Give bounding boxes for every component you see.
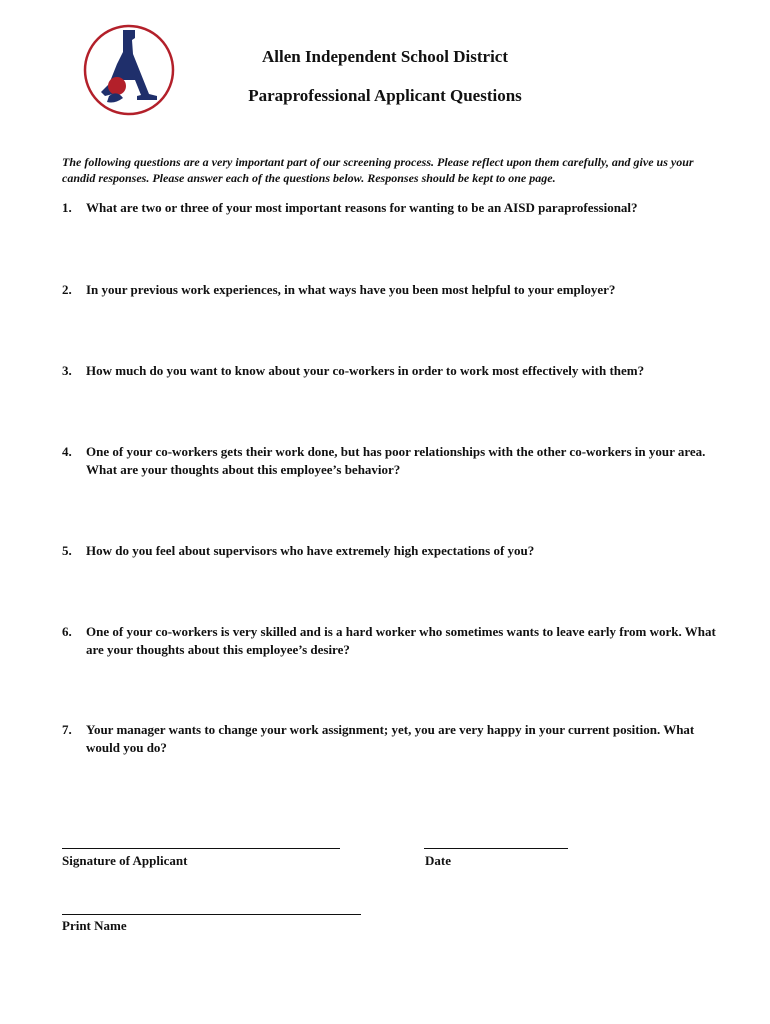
- question-text: What are two or three of your most important reasons for wanting to be an AISD paraprofessional?: [86, 200, 638, 215]
- question-number: 5.: [62, 543, 72, 558]
- district-title: Allen Independent School District: [261, 47, 509, 66]
- question-number: 2.: [62, 282, 72, 297]
- question-4: [62, 443, 722, 479]
- question-7: [62, 721, 722, 757]
- question-5: [62, 542, 722, 560]
- question-2: [62, 281, 722, 299]
- question-text: One of your co-workers gets their work done, but has poor relationships with the other co-workers in your area. What are your thoughts about this employee’s behavior?: [86, 444, 706, 477]
- print-name-line[interactable]: [62, 914, 361, 915]
- question-text: How do you feel about supervisors who have extremely high expectations of you?: [86, 543, 535, 558]
- signature-line[interactable]: [62, 848, 340, 849]
- question-number: 6.: [62, 624, 72, 639]
- question-number: 3.: [62, 363, 72, 378]
- aisd-seal-icon: [83, 24, 175, 116]
- date-line[interactable]: [424, 848, 568, 849]
- question-number: 4.: [62, 444, 72, 459]
- intro-paragraph: The following questions are a very important part of our screening process. Please reflect upon them carefully, and give us your candid responses. Please answer each of the questions below. Responses should be kept to one page.: [62, 155, 694, 185]
- question-3: [62, 362, 722, 380]
- question-1: [62, 199, 722, 217]
- date-label: Date: [425, 853, 451, 868]
- form-title: Paraprofessional Applicant Questions: [248, 86, 522, 105]
- question-text: Your manager wants to change your work assignment; yet, you are very happy in your current position. What would you do?: [86, 722, 695, 755]
- question-text: How much do you want to know about your co-workers in order to work most effectively with them?: [86, 363, 645, 378]
- question-number: 1.: [62, 200, 72, 215]
- question-6: [62, 623, 722, 659]
- signature-label: Signature of Applicant: [62, 853, 188, 868]
- question-text: In your previous work experiences, in what ways have you been most helpful to your employer?: [86, 282, 616, 297]
- question-text: One of your co-workers is very skilled and is a hard worker who sometimes wants to leave early from work. What are your thoughts about this employee’s desire?: [86, 624, 716, 657]
- question-number: 7.: [62, 722, 72, 737]
- print-name-label: Print Name: [62, 918, 127, 933]
